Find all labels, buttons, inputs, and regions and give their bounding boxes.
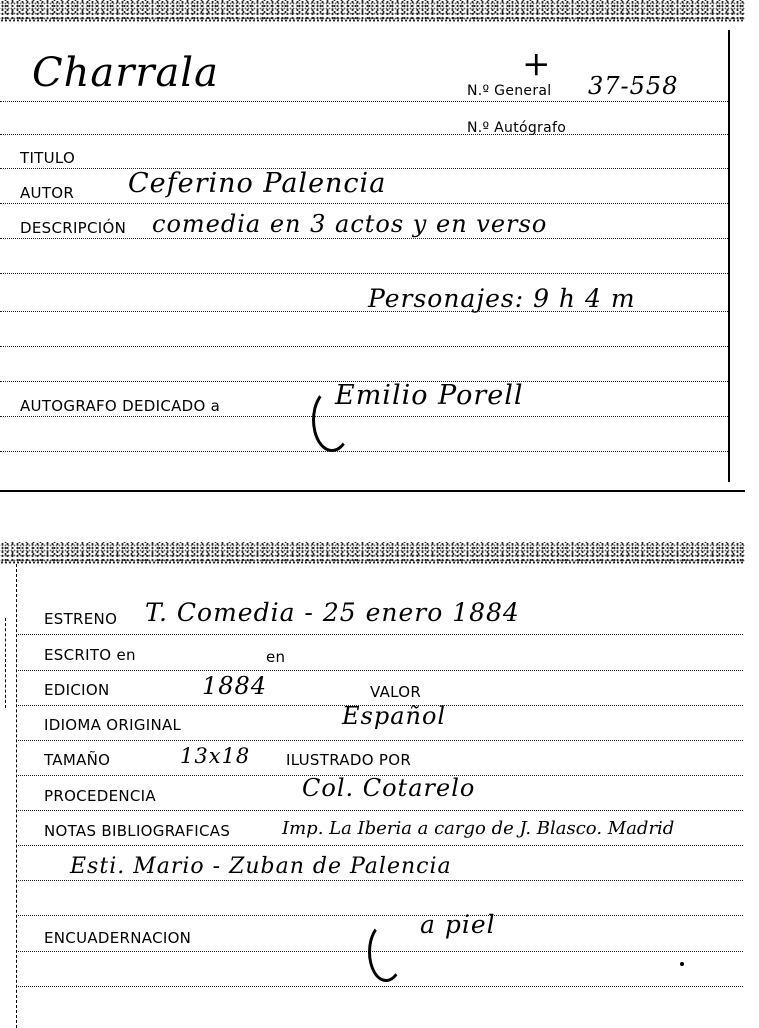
autor-value: Ceferino Palencia	[128, 168, 387, 199]
ilustrado-label: ILUSTRADO POR	[286, 751, 412, 769]
torn-edge	[0, 542, 745, 562]
descripcion-label: DESCRIPCIÓN	[20, 219, 127, 237]
encuadernacion-label: ENCUADERNACION	[44, 929, 192, 947]
procedencia-value: Col. Cotarelo	[302, 774, 476, 802]
rule	[0, 238, 728, 239]
titulo-label: TITULO	[20, 149, 76, 167]
tamano-value: 13x18	[180, 744, 251, 768]
edicion-label: EDICION	[44, 681, 110, 699]
rule	[18, 880, 743, 881]
catalog-card-back	[0, 538, 759, 1028]
rule	[0, 273, 728, 274]
rule	[18, 634, 743, 635]
dedicado-value: Emilio Porell	[335, 380, 524, 411]
estreno-value: T. Comedia - 25 enero 1884	[145, 598, 520, 627]
handwritten-title: Charrala	[32, 50, 219, 96]
card-border-right	[728, 30, 730, 482]
rule	[18, 670, 743, 671]
rule	[0, 203, 728, 204]
rule	[18, 740, 743, 741]
rule	[0, 134, 728, 135]
en-label: en	[266, 648, 286, 666]
general-number-label: N.º General	[467, 83, 552, 99]
encuadernacion-value: a piel	[420, 910, 496, 939]
notas-value: Imp. La Iberia a cargo de J. Blasco. Madrid	[282, 818, 675, 839]
card-edge-specks	[5, 618, 7, 708]
estreno-label: ESTRENO	[44, 610, 118, 628]
rule	[0, 346, 728, 347]
notas-label: NOTAS BIBLIOGRAFICAS	[44, 822, 231, 840]
ink-dot	[680, 962, 684, 966]
escrito-label: ESCRITO en	[44, 646, 136, 664]
autografo-number-label: N.º Autógrafo	[467, 120, 567, 136]
idioma-value: Español	[342, 702, 447, 730]
rule	[18, 915, 743, 916]
general-number-value: 37-558	[588, 72, 679, 100]
card-border-bottom	[0, 490, 745, 492]
notas-value-line2: Esti. Mario - Zuban de Palencia	[70, 854, 452, 879]
rule	[0, 101, 728, 102]
idioma-label: IDIOMA ORIGINAL	[44, 716, 182, 734]
dedicado-label: AUTOGRAFO DEDICADO a	[20, 397, 221, 415]
descripcion-value: comedia en 3 actos y en verso	[152, 210, 548, 238]
valor-label: VALOR	[370, 683, 422, 701]
rule	[18, 986, 743, 987]
edicion-value: 1884	[202, 672, 268, 700]
catalog-card-front	[0, 0, 759, 495]
personajes-value: Personajes: 9 h 4 m	[368, 284, 636, 313]
autor-label: AUTOR	[20, 184, 75, 202]
procedencia-label: PROCEDENCIA	[44, 787, 156, 805]
tamano-label: TAMAÑO	[44, 751, 111, 769]
rule	[0, 451, 728, 452]
torn-edge	[0, 0, 745, 20]
rule	[18, 810, 743, 811]
rule	[18, 845, 743, 846]
ink-blot	[368, 922, 404, 982]
cross-mark: +	[522, 44, 552, 84]
rule	[0, 416, 728, 417]
